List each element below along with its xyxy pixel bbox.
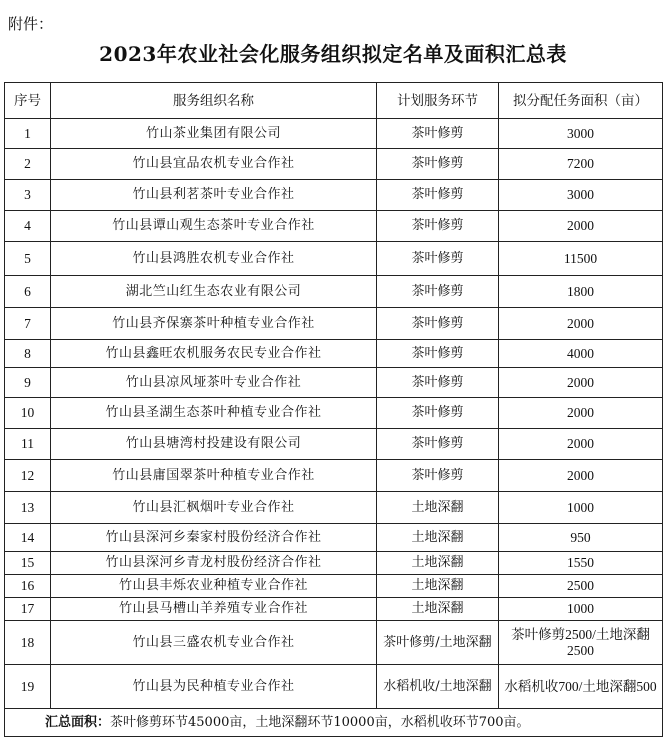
row-area: 水稻机收700/土地深翻500: [499, 665, 663, 709]
table-row: [5, 180, 663, 211]
table-row: [5, 665, 663, 709]
row-area: 4000: [499, 340, 663, 368]
row-service: 茶叶修剪: [377, 340, 499, 368]
row-org-name: 竹山县齐保寨茶叶种植专业合作社: [51, 308, 377, 340]
row-service: 茶叶修剪: [377, 149, 499, 180]
row-org-name: 湖北竺山红生态农业有限公司: [51, 276, 377, 308]
row-seq: 17: [5, 598, 51, 621]
header-org: 服务组织名称: [51, 83, 377, 119]
header-area: 拟分配任务面积（亩）: [499, 83, 663, 119]
header-seq: 序号: [5, 83, 51, 119]
header-service: 计划服务环节: [377, 83, 499, 119]
row-seq: 19: [5, 665, 51, 709]
row-area: 2000: [499, 460, 663, 492]
row-service: 土地深翻: [377, 598, 499, 621]
row-seq: 7: [5, 308, 51, 340]
row-area: 2000: [499, 308, 663, 340]
row-seq: 15: [5, 552, 51, 575]
row-org-name: 竹山县鑫旺农机服务农民专业合作社: [51, 340, 377, 368]
row-area: 2000: [499, 429, 663, 460]
row-area: 1800: [499, 276, 663, 308]
row-seq: 18: [5, 621, 51, 665]
row-seq: 9: [5, 368, 51, 398]
row-org-name: 竹山县宜品农机专业合作社: [51, 149, 377, 180]
row-area: 3000: [499, 119, 663, 149]
row-area: 3000: [499, 180, 663, 211]
row-seq: 6: [5, 276, 51, 308]
table-row: [5, 429, 663, 460]
row-org-name: 竹山茶业集团有限公司: [51, 119, 377, 149]
row-area: 2000: [499, 211, 663, 242]
row-seq: 10: [5, 398, 51, 429]
row-service: 茶叶修剪: [377, 460, 499, 492]
row-org-name: 竹山县庸国翠茶叶种植专业合作社: [51, 460, 377, 492]
summary-table: [4, 82, 663, 737]
row-service: 茶叶修剪: [377, 276, 499, 308]
table-row: [5, 211, 663, 242]
row-org-name: 竹山县圣湖生态茶叶种植专业合作社: [51, 398, 377, 429]
table-row: [5, 575, 663, 598]
row-org-name: 竹山县塘湾村投建设有限公司: [51, 429, 377, 460]
row-service: 水稻机收/土地深翻: [377, 665, 499, 709]
row-seq: 4: [5, 211, 51, 242]
row-service: 土地深翻: [377, 524, 499, 552]
row-org-name: 竹山县深河乡秦家村股份经济合作社: [51, 524, 377, 552]
footer-text: 茶叶修剪环节45000亩，土地深翻环节10000亩，水稻机收环节700亩。: [110, 714, 530, 730]
row-org-name: 竹山县利茗茶叶专业合作社: [51, 180, 377, 211]
footer-row: [5, 709, 663, 737]
row-seq: 11: [5, 429, 51, 460]
row-service: 茶叶修剪: [377, 119, 499, 149]
table-row: [5, 398, 663, 429]
row-org-name: 竹山县凉风垭茶叶专业合作社: [51, 368, 377, 398]
table-body: [5, 119, 663, 709]
row-area: 2000: [499, 398, 663, 429]
table-row: [5, 552, 663, 575]
table-row: [5, 276, 663, 308]
table-row: [5, 598, 663, 621]
row-org-name: 竹山县汇枫烟叶专业合作社: [51, 492, 377, 524]
row-org-name: 竹山县马槽山羊养殖专业合作社: [51, 598, 377, 621]
row-seq: 12: [5, 460, 51, 492]
row-service: 茶叶修剪: [377, 429, 499, 460]
row-service: 土地深翻: [377, 492, 499, 524]
row-service: 土地深翻: [377, 552, 499, 575]
row-org-name: 竹山县谭山观生态茶叶专业合作社: [51, 211, 377, 242]
table-row: [5, 308, 663, 340]
table-row: [5, 242, 663, 276]
row-seq: 14: [5, 524, 51, 552]
row-service: 茶叶修剪: [377, 211, 499, 242]
row-service: 茶叶修剪: [377, 180, 499, 211]
table-row: [5, 368, 663, 398]
row-service: 茶叶修剪: [377, 242, 499, 276]
row-seq: 2: [5, 149, 51, 180]
row-seq: 5: [5, 242, 51, 276]
row-service: 茶叶修剪: [377, 308, 499, 340]
table-row: [5, 524, 663, 552]
row-org-name: 竹山县鸿胜农机专业合作社: [51, 242, 377, 276]
footer-cell: [5, 709, 663, 737]
row-seq: 3: [5, 180, 51, 211]
table-row: [5, 119, 663, 149]
row-org-name: 竹山县为民种植专业合作社: [51, 665, 377, 709]
footer-label: 汇总面积：: [45, 714, 111, 730]
row-seq: 1: [5, 119, 51, 149]
table-row: [5, 492, 663, 524]
row-org-name: 竹山县三盛农机专业合作社: [51, 621, 377, 665]
row-area: 1000: [499, 492, 663, 524]
table-row: [5, 460, 663, 492]
row-service: 茶叶修剪: [377, 398, 499, 429]
row-service: 茶叶修剪: [377, 368, 499, 398]
table-row: [5, 340, 663, 368]
row-seq: 16: [5, 575, 51, 598]
table-row: [5, 149, 663, 180]
row-area: 1000: [499, 598, 663, 621]
table-header-row: [5, 83, 663, 119]
row-area: 1550: [499, 552, 663, 575]
row-area: 2000: [499, 368, 663, 398]
row-service: 茶叶修剪/土地深翻: [377, 621, 499, 665]
row-area: 11500: [499, 242, 663, 276]
table-row: [5, 621, 663, 665]
page-title: 2023年农业社会化服务组织拟定名单及面积汇总表: [99, 42, 567, 66]
row-seq: 8: [5, 340, 51, 368]
row-org-name: 竹山县丰烁农业种植专业合作社: [51, 575, 377, 598]
row-area: 茶叶修剪2500/土地深翻2500: [499, 621, 663, 665]
row-area: 950: [499, 524, 663, 552]
row-area: 7200: [499, 149, 663, 180]
row-service: 土地深翻: [377, 575, 499, 598]
attachment-label: 附件：: [8, 15, 54, 33]
row-seq: 13: [5, 492, 51, 524]
row-area: 2500: [499, 575, 663, 598]
row-org-name: 竹山县深河乡青龙村股份经济合作社: [51, 552, 377, 575]
